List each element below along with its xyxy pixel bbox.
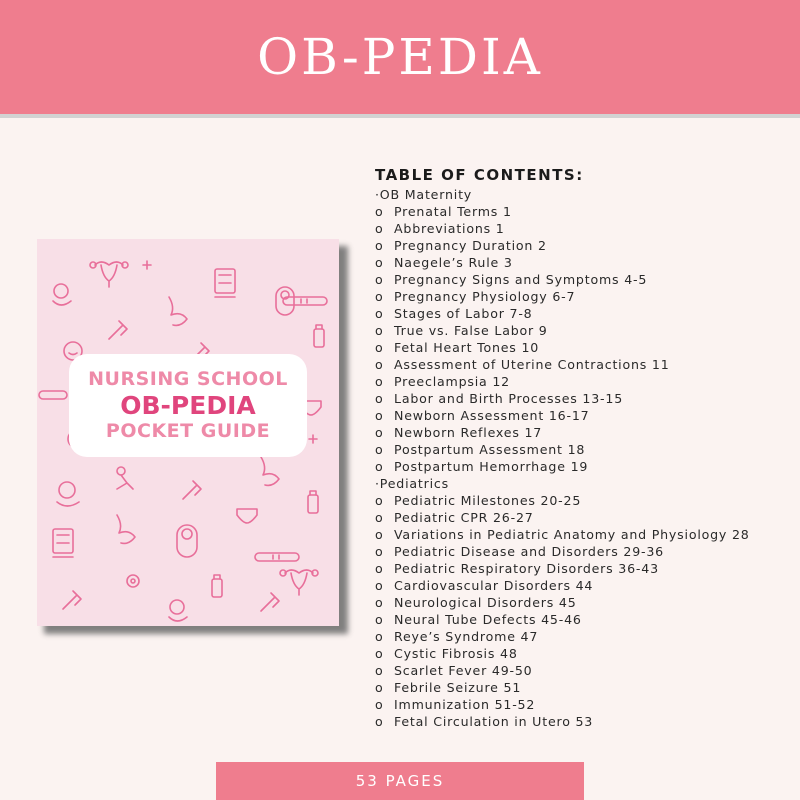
- toc-bullet: o: [375, 493, 384, 508]
- toc-bullet: o: [375, 612, 384, 627]
- toc-item-label: Pediatric Milestones 20-25: [394, 493, 582, 508]
- toc-item-label: Cystic Fibrosis 48: [394, 646, 518, 661]
- toc-item-label: Abbreviations 1: [394, 221, 505, 236]
- ultrasound-probe-icon: [109, 321, 127, 339]
- toc-item-label: Neural Tube Defects 45-46: [394, 612, 582, 627]
- toc-item: [375, 254, 790, 271]
- toc-item-label: Pediatric Disease and Disorders 29-36: [394, 544, 664, 559]
- toc-bullet: o: [375, 323, 384, 338]
- toc-item-label: Neurological Disorders 45: [394, 595, 577, 610]
- pregnancy-test-icon: [255, 553, 299, 561]
- toc-bullet: o: [375, 391, 384, 406]
- toc-bullet: o: [375, 340, 384, 355]
- toc-item: [375, 713, 790, 730]
- toc-item-label: Newborn Assessment 16-17: [394, 408, 590, 423]
- toc-item-label: Scarlet Fever 49-50: [394, 663, 533, 678]
- pregnant-belly-icon: [117, 515, 135, 543]
- pregnant-belly-icon: [169, 297, 187, 325]
- toc-bullet: o: [375, 595, 384, 610]
- ultrasound-probe-icon: [63, 591, 81, 609]
- toc-bullet: o: [375, 697, 384, 712]
- swaddled-baby-icon: [276, 287, 294, 315]
- baby-icon: [53, 284, 71, 305]
- toc-item-label: Labor and Birth Processes 13-15: [394, 391, 624, 406]
- toc-bullet: o: [375, 204, 384, 219]
- cover-line-1: NURSING SCHOOL: [88, 367, 288, 390]
- toc-item: [375, 220, 790, 237]
- toc-item-label: Assessment of Uterine Contractions 11: [394, 357, 670, 372]
- toc-item: [375, 407, 790, 424]
- toc-bullet: o: [375, 306, 384, 321]
- cover-line-3: POCKET GUIDE: [105, 420, 271, 443]
- toc-item: [375, 373, 790, 390]
- toc-item: [375, 645, 790, 662]
- toc-title: TABLE OF CONTENTS:: [375, 166, 584, 184]
- toc-bullet: o: [375, 561, 384, 576]
- page-title: OB-PEDIA: [257, 28, 543, 86]
- baby-icon: [169, 600, 187, 621]
- toc-bullet: o: [375, 510, 384, 525]
- crawling-baby-icon: [117, 467, 133, 489]
- toc-bullet: o: [375, 374, 384, 389]
- toc-item: [375, 237, 790, 254]
- incubator-icon: [53, 529, 73, 557]
- toc-item-label: Postpartum Assessment 18: [394, 442, 586, 457]
- toc-item-label: Variations in Pediatric Anatomy and Physiology 28: [394, 527, 750, 542]
- toc-item-label: Fetal Circulation in Utero 53: [394, 714, 594, 729]
- toc-item-label: Pediatric Respiratory Disorders 36-43: [394, 561, 659, 576]
- cover-line-2: OB-PEDIA: [120, 390, 256, 420]
- toc-item-label: Pregnancy Duration 2: [394, 238, 547, 253]
- toc-item: [375, 594, 790, 611]
- toc-item-label: True vs. False Labor 9: [394, 323, 548, 338]
- toc-bullet: o: [375, 646, 384, 661]
- toc-bullet: o: [375, 408, 384, 423]
- bottle-icon: [212, 575, 222, 597]
- toc-item-label: Prenatal Terms 1: [394, 204, 512, 219]
- toc-item: [375, 560, 790, 577]
- toc-item-label: Febrile Seizure 51: [394, 680, 522, 695]
- toc-bullet: o: [375, 255, 384, 270]
- page-count-banner: [216, 762, 584, 800]
- toc-bullet: o: [375, 425, 384, 440]
- bottle-icon: [308, 491, 318, 513]
- toc-bullet: o: [375, 714, 384, 729]
- toc-item-label: Pediatric CPR 26-27: [394, 510, 534, 525]
- toc-item: [375, 526, 790, 543]
- toc-item: [375, 679, 790, 696]
- cover-title-label: [69, 354, 307, 457]
- toc-item: [375, 356, 790, 373]
- toc-item: [375, 390, 790, 407]
- swaddled-baby-icon: [177, 525, 197, 557]
- toc-item: [375, 662, 790, 679]
- incubator-icon: [215, 269, 235, 297]
- uterus-icon: [280, 570, 318, 595]
- header-banner: [0, 0, 800, 118]
- toc-item: [375, 288, 790, 305]
- toc-item: [375, 696, 790, 713]
- baby-icon: [57, 482, 79, 506]
- toc-bullet: o: [375, 459, 384, 474]
- toc-bullet: o: [375, 544, 384, 559]
- toc-item: [375, 543, 790, 560]
- ultrasound-probe-icon: [183, 481, 201, 499]
- toc-bullet: o: [375, 221, 384, 236]
- toc-item: [375, 577, 790, 594]
- toc-item-label: Newborn Reflexes 17: [394, 425, 543, 440]
- toc-item: [375, 305, 790, 322]
- page-count: 53 PAGES: [355, 772, 445, 790]
- toc-item: [375, 458, 790, 475]
- toc-item: [375, 509, 790, 526]
- diaper-icon: [237, 509, 257, 523]
- toc-item-label: Pregnancy Physiology 6-7: [394, 289, 576, 304]
- pacifier-icon: [127, 575, 139, 587]
- toc-bullet: o: [375, 527, 384, 542]
- toc-item-label: Reye’s Syndrome 47: [394, 629, 539, 644]
- toc-item-label: Cardiovascular Disorders 44: [394, 578, 594, 593]
- toc-item: [375, 271, 790, 288]
- toc-bullet: o: [375, 663, 384, 678]
- toc-bullet: o: [375, 442, 384, 457]
- toc-bullet: o: [375, 578, 384, 593]
- toc-bullet: o: [375, 272, 384, 287]
- bottle-icon: [314, 325, 324, 347]
- toc-bullet: o: [375, 289, 384, 304]
- sparkle-icon: [309, 435, 317, 443]
- toc-item-label: Naegele’s Rule 3: [394, 255, 513, 270]
- toc-bullet: o: [375, 680, 384, 695]
- toc-section-heading: ·Pediatrics: [375, 476, 450, 491]
- toc-list: [375, 186, 790, 730]
- ultrasound-probe-icon: [261, 593, 279, 611]
- toc-item: [375, 492, 790, 509]
- toc-item: [375, 611, 790, 628]
- toc-item-label: Stages of Labor 7-8: [394, 306, 533, 321]
- toc-item: [375, 424, 790, 441]
- toc-item: [375, 203, 790, 220]
- table-of-contents: [375, 166, 790, 730]
- book-cover: [37, 239, 339, 626]
- toc-item-label: Postpartum Hemorrhage 19: [394, 459, 589, 474]
- toc-bullet: o: [375, 238, 384, 253]
- toc-bullet: o: [375, 357, 384, 372]
- toc-item-label: Pregnancy Signs and Symptoms 4-5: [394, 272, 648, 287]
- toc-item: [375, 322, 790, 339]
- uterus-icon: [90, 262, 128, 287]
- toc-section-heading: ·OB Maternity: [375, 187, 473, 202]
- pregnancy-test-icon: [39, 391, 67, 399]
- pregnant-belly-icon: [261, 457, 279, 485]
- toc-item: [375, 339, 790, 356]
- toc-item-label: Fetal Heart Tones 10: [394, 340, 540, 355]
- pregnancy-test-icon: [283, 297, 327, 305]
- toc-item: [375, 441, 790, 458]
- sparkle-icon: [143, 261, 151, 269]
- toc-item-label: Preeclampsia 12: [394, 374, 510, 389]
- toc-item-label: Immunization 51-52: [394, 697, 536, 712]
- toc-bullet: o: [375, 629, 384, 644]
- toc-item: [375, 628, 790, 645]
